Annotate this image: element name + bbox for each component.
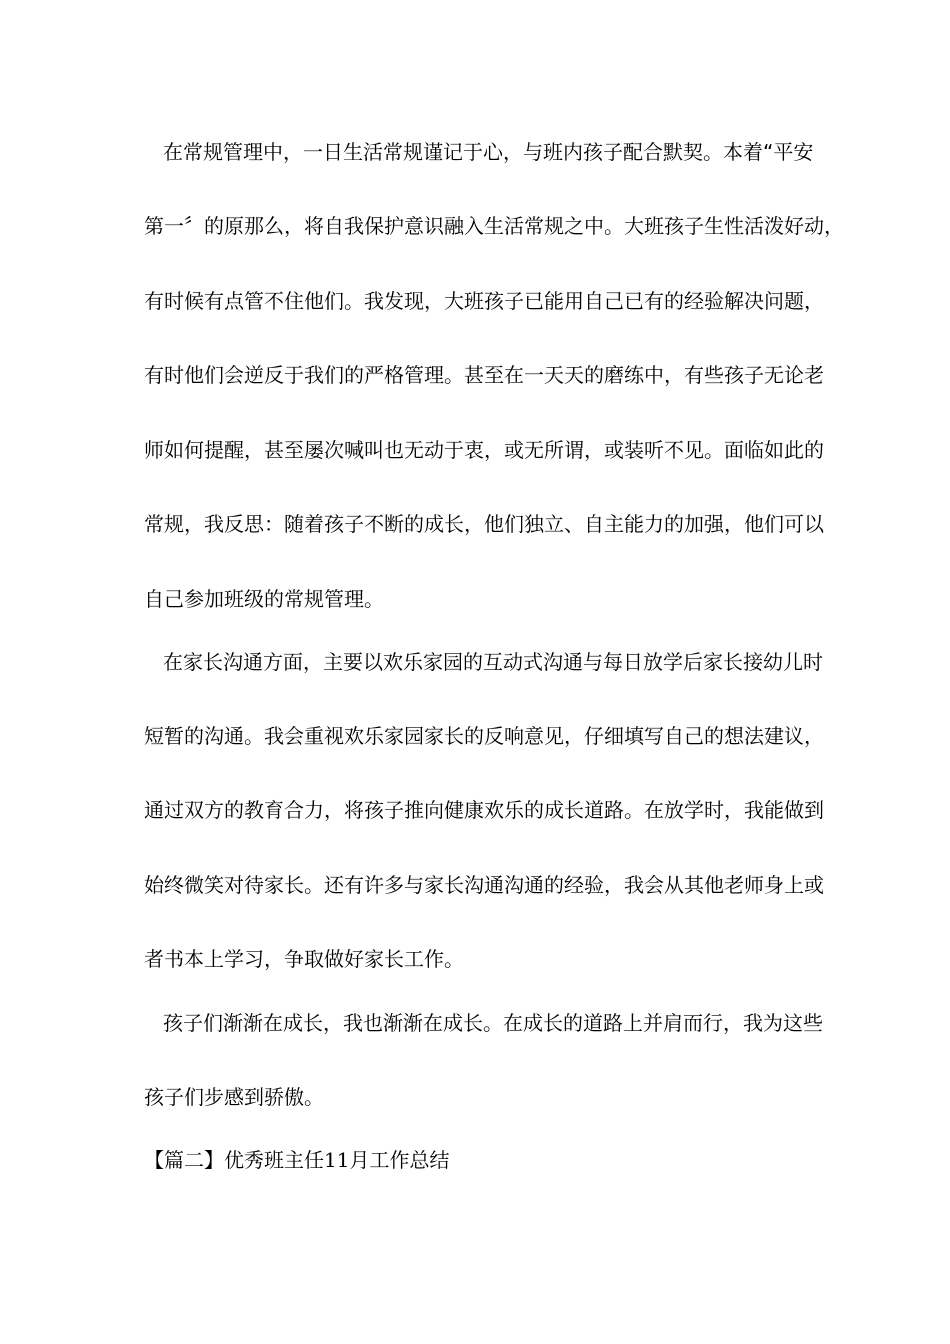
paragraph-3-line-1: 孩子们渐渐在成长，我也渐渐在成长。在成长的道路上并肩而行，我为这些	[163, 1011, 823, 1035]
paragraph-1-line-1: 在常规管理中，一日生活常规谨记于心，与班内孩子配合默契。本着“平安	[163, 140, 814, 164]
section-heading-number: 11	[324, 1148, 350, 1172]
paragraph-2-line-5: 者书本上学习，争取做好家长工作。	[144, 947, 464, 971]
section-heading-suffix: 月工作总结	[349, 1148, 450, 1172]
section-heading	[144, 1148, 449, 1172]
paragraph-2-line-1: 在家长沟通方面，主要以欢乐家园的互动式沟通与每日放学后家长接幼儿时	[163, 650, 823, 674]
paragraph-3-line-2: 孩子们步感到骄傲。	[144, 1085, 324, 1109]
paragraph-1-line-2: 第一〞的原那么，将自我保护意识融入生活常规之中。大班孩子生性活泼好动，	[144, 214, 844, 238]
paragraph-1-line-4: 有时他们会逆反于我们的严格管理。甚至在一天天的磨练中，有些孩子无论老	[144, 363, 824, 387]
paragraph-1-line-7: 自己参加班级的常规管理。	[144, 587, 384, 611]
paragraph-2-line-4: 始终微笑对待家长。还有许多与家长沟通沟通的经验，我会从其他老师身上或	[144, 873, 824, 897]
paragraph-1-line-6: 常规，我反思：随着孩子不断的成长，他们独立、自主能力的加强，他们可以	[144, 512, 824, 536]
section-heading-prefix: 【篇二】优秀班主任	[144, 1148, 324, 1172]
paragraph-1-line-5: 师如何提醒，甚至屡次喊叫也无动于衷，或无所谓，或装听不见。面临如此的	[144, 438, 824, 462]
paragraph-1-line-3: 有时候有点管不住他们。我发现，大班孩子已能用自己已有的经验解决问题，	[144, 289, 824, 313]
paragraph-2-line-2: 短暂的沟通。我会重视欢乐家园家长的反响意见，仔细填写自己的想法建议，	[144, 724, 824, 748]
paragraph-2-line-3: 通过双方的教育合力，将孩子推向健康欢乐的成长道路。在放学时，我能做到	[144, 798, 824, 822]
